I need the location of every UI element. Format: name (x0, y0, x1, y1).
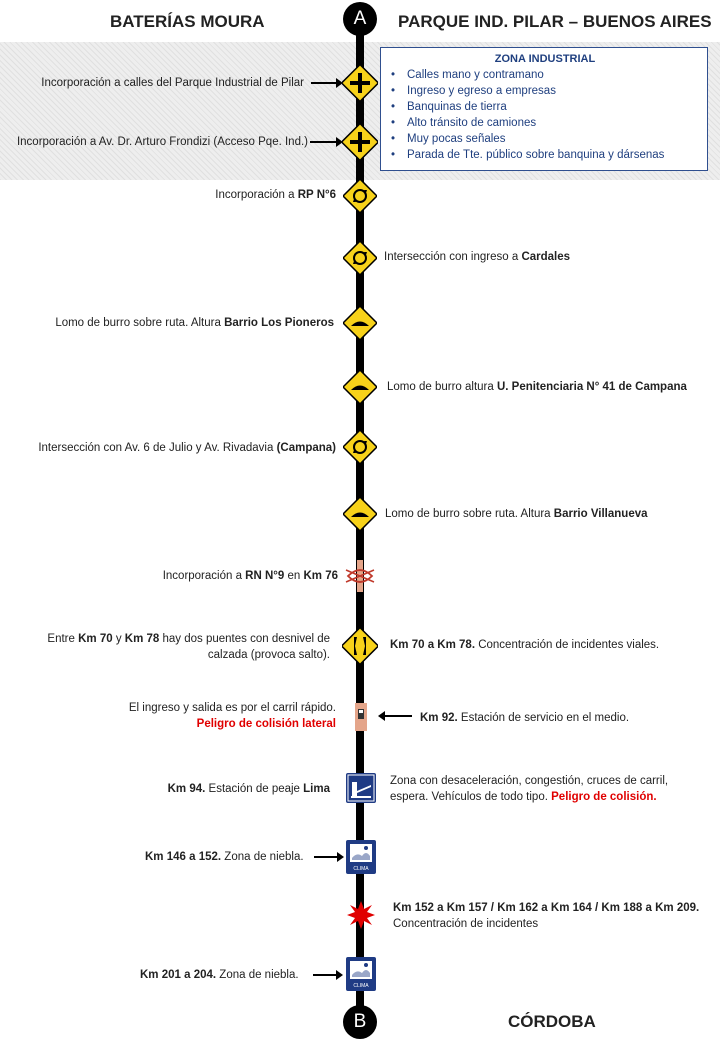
zone-item: • Ingreso y egreso a empresas (391, 83, 699, 99)
fuel-station-icon (355, 703, 367, 731)
start-marker: A (343, 2, 377, 36)
point-12-left-label: Km 94. Estación de peaje Lima (167, 783, 330, 795)
clima-sign-icon (346, 840, 376, 874)
industrial-zone-box (380, 47, 708, 171)
speed-bump-sign-icon (343, 370, 377, 404)
point-10-left-label: Entre Km 70 y Km 78 hay dos puentes con desnivel de calzada (provoca salto). (47, 633, 330, 661)
zone-item: • Banquinas de tierra (391, 99, 699, 115)
narrow-bridge-sign-icon (342, 628, 378, 664)
point-8-label: Lomo de burro sobre ruta. Altura Barrio Villanueva (385, 508, 648, 520)
roundabout-sign-icon (343, 430, 377, 464)
end-marker: B (343, 1005, 377, 1039)
zone-list (391, 67, 699, 163)
point-7-label: Intersección con Av. 6 de Julio y Av. Rivadavia (Campana) (38, 442, 336, 454)
toll-booth-sign-icon (346, 773, 376, 803)
crossroad-sign-icon (342, 124, 378, 160)
arrow-right-icon (313, 974, 341, 976)
point-11-left-label: El ingreso y salida es por el carril rápido. Peligro de colisión lateral (128, 702, 336, 730)
arrow-right-icon (314, 856, 342, 858)
clima-sign-label: CLIMA (353, 983, 369, 989)
point-14-label: Km 152 a Km 157 / Km 162 a Km 164 / Km 188 a Km 209. Concentración de incidentes (393, 902, 700, 930)
crossroad-sign-icon (342, 65, 378, 101)
zone-title: ZONA INDUSTRIAL (494, 53, 596, 65)
point-3-label: Incorporación a RP N°6 (215, 189, 336, 201)
point-5-label: Lomo de burro sobre ruta. Altura Barrio Los Pioneros (55, 317, 334, 329)
speed-bump-sign-icon (343, 497, 377, 531)
zone-item: • Alto tránsito de camiones (391, 115, 699, 131)
destination-start-title: PARQUE IND. PILAR – BUENOS AIRES (398, 12, 712, 31)
interchange-icon (344, 560, 376, 592)
zone-item: • Parada de Tte. público sobre banquina y dársenas (391, 147, 699, 163)
arrow-right-icon (311, 82, 341, 84)
origin-title: BATERÍAS MOURA (110, 12, 265, 31)
clima-sign-icon (346, 957, 376, 991)
point-6-label: Lomo de burro altura U. Penitenciaria N° 41 de Campana (387, 381, 687, 393)
point-1-label: Incorporación a calles del Parque Industrial de Pilar (41, 77, 304, 89)
point-15-label: Km 201 a 204. Zona de niebla. (140, 969, 299, 981)
point-10-right-label: Km 70 a Km 78. Concentración de incidentes viales. (390, 639, 660, 651)
clima-sign-label: CLIMA (353, 866, 369, 872)
point-12-right-label: Zona con desaceleración, congestión, cruces de carril, espera. Vehículos de todo tipo. Peligro de colisión. (390, 775, 669, 803)
destination-title: CÓRDOBA (508, 1012, 596, 1031)
roundabout-sign-icon (343, 179, 377, 213)
point-11-right-label: Km 92. Estación de servicio en el medio. (420, 712, 630, 724)
point-13-label: Km 146 a 152. Zona de niebla. (145, 851, 304, 863)
arrow-right-icon (310, 141, 341, 143)
point-2-label: Incorporación a Av. Dr. Arturo Frondizi (Acceso Pqe. Ind.) (16, 136, 308, 148)
explosion-icon (346, 900, 376, 930)
zone-item: • Calles mano y contramano (391, 67, 699, 83)
zone-item: • Muy pocas señales (391, 131, 699, 147)
speed-bump-sign-icon (343, 306, 377, 340)
point-4-label: Intersección con ingreso a Cardales (384, 251, 571, 263)
roundabout-sign-icon (343, 241, 377, 275)
point-9-label: Incorporación a RN N°9 en Km 76 (162, 570, 338, 582)
arrow-left-icon (380, 715, 412, 717)
